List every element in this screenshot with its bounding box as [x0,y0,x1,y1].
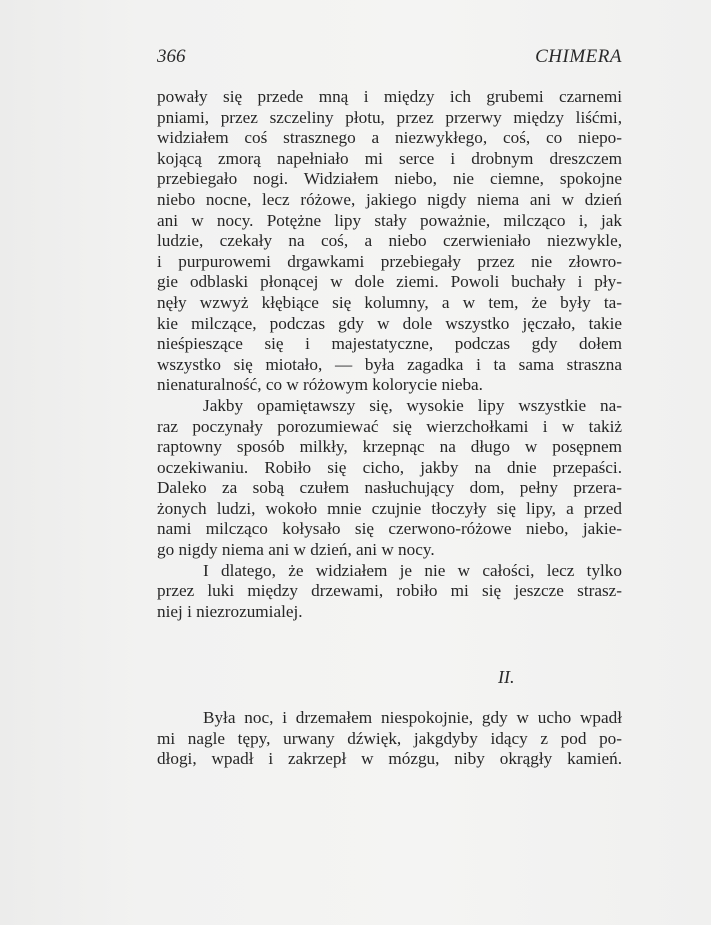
paragraph [157,87,622,396]
text-line: nęły wzwyż kłębiące się kolumny, a w tem, że były ta- [157,292,622,312]
text-line: niej i niezrozumialej. [157,601,303,621]
running-head [157,46,622,70]
paragraph [157,561,622,623]
section-2-text [157,708,622,770]
text-line: przebiegało nogi. Widziałem niebo, nie ciemne, spokojne [157,169,622,189]
text-line: dłogi, wpadł i zakrzepł w mózgu, niby okrągły kamień. [157,749,622,769]
text-line: mi nagle tępy, urwany dźwięk, jakgdyby idący z pod po- [157,728,622,748]
paragraph [157,708,622,770]
text-line: widziałem coś strasznego a niezwykłego, coś, co niepo- [157,128,622,148]
text-line: wszystko się miotało, — była zagadka i ta sama straszna [157,354,622,374]
text-line: raptowny sposób milkły, krzepnąc na długo w posępnem [157,437,622,457]
text-line: Daleko za sobą czułem nasłuchujący dom, pełny przera- [157,478,622,498]
text-line: nami milcząco kołysało się czerwono-różowe niebo, jakie- [157,519,622,539]
paragraph [157,396,622,561]
page-number: 366 [157,46,186,67]
text-line: powały się przede mną i między ich grubemi czarnemi [157,87,622,106]
text-line: nienaturalność, co w różowym kolorycie nieba. [157,375,483,395]
text-line: i purpurowemi drgawkami przebiegały przez nie złowro- [157,251,622,271]
text-line: żonych ludzi, wokoło mnie czujnie tłoczyły się lipy, a przed [157,498,622,518]
text-line: ludzie, czekały na coś, a niebo czerwieniało niezwykle, [157,231,622,251]
text-line: raz poczynały porozumiewać się wierzchołkami i w takiż [157,416,622,436]
text-line: Była noc, i drzemałem niespokojnie, gdy w ucho wpadł [203,708,622,727]
text-line: oczekiwaniu. Robiło się cicho, jakby na dnie przepaści. [157,457,622,477]
text-line: pniami, przez szczeliny płotu, przez przerwy między liśćmi, [157,107,622,127]
section-number: II. [498,667,515,687]
text-line: niebo nocne, lecz różowe, jakiego nigdy niema ani w dzień [157,189,622,209]
text-line: Jakby opamiętawszy się, wysokie lipy wszystkie na- [203,395,622,415]
text-line: kojącą zmorą napełniało mi serce i drobnym dreszczem [157,148,622,168]
text-line: I dlatego, że widziałem je nie w całości, lecz tylko [203,560,622,580]
text-line: gie odblaski płonącej w dole ziemi. Powoli buchały i pły- [157,272,622,292]
section-1-text [157,87,622,622]
text-line: kie milczące, podczas gdy w dole wszystko jęczało, takie [157,313,622,333]
text-line: nieśpieszące się i majestatyczne, podczas gdy dołem [157,334,622,354]
text-line: go nigdy niema ani w dzień, ani w nocy. [157,540,435,560]
text-line: ani w nocy. Potężne lipy stały poważnie, milcząco i, jak [157,210,622,230]
text-line: przez luki między drzewami, robiło mi się jeszcze strasz- [157,581,622,601]
journal-title: CHIMERA [535,46,622,67]
